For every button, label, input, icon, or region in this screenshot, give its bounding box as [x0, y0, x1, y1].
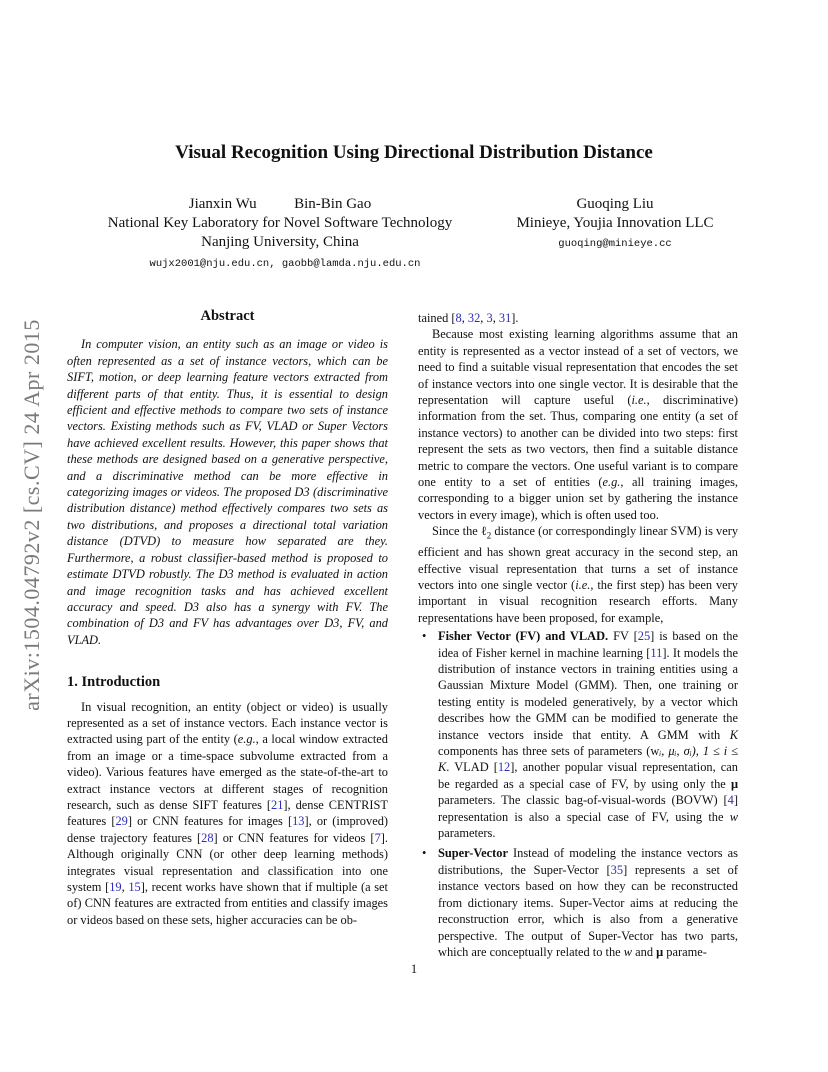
citation-link[interactable]: 35 — [610, 862, 624, 877]
author-name-right: Guoqing Liu — [576, 196, 654, 212]
email-left: wujx2001@nju.edu.cn, gaobb@lamda.nju.edu.cn — [149, 258, 421, 270]
arxiv-identifier — [2, 285, 62, 745]
citation-link[interactable]: 3 — [486, 311, 493, 325]
bullet-super-vector: • Super-Vector Instead of modeling the instance vectors as distributions, the Super-Vector [35] represents a set of instance vectors based on how they can be reconstructed from dictionary items. Super-Vector aims at reducing the reconstruction error, which is also from a generative perspective. The output of Super-Vector has two parts, which are conceptually related to the w and μ parame- — [422, 846, 738, 959]
citation-link[interactable]: 21 — [271, 797, 284, 812]
citation-link[interactable]: 25 — [637, 629, 651, 644]
citation-link[interactable]: 12 — [497, 760, 511, 775]
authors-left: Jianxin Wu Bin-Bin Gao — [188, 196, 372, 212]
author-names-left — [90, 196, 470, 213]
citation-link[interactable]: 31 — [498, 311, 512, 325]
citation-link[interactable]: 13 — [292, 814, 305, 829]
continued-paragraph: tained [8, 32, 3, 31]. — [418, 311, 519, 325]
abstract-body — [67, 336, 388, 648]
citation-link[interactable]: 19 — [109, 880, 122, 894]
citation-link[interactable]: 4 — [727, 793, 734, 808]
paragraph-l2-distance: Since the ℓ$_2$ distance (or correspondingly linear SVM) is very efficient and has shown great accuracy in the second step, an effective visual representation that turns a set of instance vectors into one single vector (i.e., the first step) has been very important in visual recognition research efforts. Many representations have been proposed, for example, — [418, 524, 739, 625]
left-column — [67, 308, 388, 928]
abstract-text: In computer vision, an entity such as an image or video is often represented as a set of instance vectors, which can be SIFT, motion, or deep learning feature vectors extracted from different parts of that entity. Thus, it is essential to design efficient and effective methods to compare two sets of instance vectors. Existing methods such as FV, VLAD or Super Vectors have achieved excellent results. However, this paper shows that these methods are designed based on a generative perspective, and a discriminative method can be more effective in categorizing images or videos. The proposed D3 (discriminative distribution distance) method effectively compares two sets as two distributions, and proposes a directional total variation distance (DTVD) to measure how separated are they. Furthermore, a robust classifier-based method is proposed to estimate DTVD robustly. The D3 method is evaluated in action and image recognition tasks and has achieved excellent accuracy and speed. D3 also has a synergy with FV. The combination of D3 and FV has advantages over D3, FV, and VLAD. — [67, 337, 388, 647]
intro-paragraph: In visual recognition, an entity (object or video) is usually represented as a set of instance vectors. Each instance vector is extracted using part of the entity (e.g., a local window extracted from an image or a time-space subvolume extracted from a video). Various features have emerged as the state-of-the-art to extract instance vectors at different stages of recognition research, such as dense SIFT features [21], dense CENTRIST features [29] or CNN features for images [13], or (improved) dense trajectory features [28] or CNN features for videos [7]. Although originally CNN (or other deep learning methods) integrates visual representation and classification into one system [19, 15], recent works have shown that if multiple (a set of) CNN features are extracted from entities and classify images or videos based on these sets, higher accuracies can be ob- — [67, 699, 389, 927]
right-column — [418, 310, 738, 960]
citation-link[interactable]: 8 — [455, 311, 462, 325]
citation-link[interactable]: 28 — [201, 830, 214, 845]
bullet-fisher-vector: • Fisher Vector (FV) and VLAD. FV [25] is based on the idea of Fisher kernel in machine learning [11]. It models the distribution of instance vectors in training entities using a Gaussian Mixture Model (GMM). Then, one training or testing entity is modeled generatively, by a vector which describes how the GMM can be modified to generate the instance vectors inside that entity. A GMM with K components has three sets of parameters (wᵢ, μᵢ, σᵢ), 1 ≤ i ≤ K. VLAD [12], another popular visual representation, can be regarded as a special case of FV, by using only the μ parameters. The classic bag-of-visual-words (BOVW) [4] representation is also a special case of FV, using the w parameters. — [422, 629, 738, 841]
bullet-icon: • — [422, 846, 427, 861]
citation-link[interactable]: 11 — [650, 645, 663, 660]
section-heading-introduction: 1. Introduction — [67, 674, 161, 691]
affiliation-left-1: National Key Laboratory for Novel Software Technology — [107, 215, 453, 231]
page-number: 1 — [410, 962, 418, 976]
arxiv-id-text: arXiv:1504.04792v2 [cs.CV] 24 Apr 2015 — [19, 319, 44, 711]
citation-link[interactable]: 7 — [374, 830, 381, 845]
citation-link[interactable]: 15 — [128, 880, 141, 894]
citation-link[interactable]: 32 — [467, 311, 481, 325]
citation-link[interactable]: 29 — [115, 814, 128, 829]
paragraph-representation: Because most existing learning algorithms assume that an entity is represented as a vector instead of a set of vectors, we need to find a suitable visual representation that encodes the set of instance vectors into one single vector. It is desirable that the representation will capture useful (i.e., discriminative) information from the set. Thus, comparing one entity (a set of instance vectors) to another can be divided into two steps: first represent the sets as two vectors, then find a suitable distance metric to compare the vectors. One useful variant is to compare one entity to a set of entities (e.g., all training images, corresponding to a bigger union set by gathering the instance vectors in every image), which is often used too. — [418, 327, 738, 522]
affiliation-left-2: Nanjing University, China — [201, 234, 359, 250]
bullet-icon: • — [422, 629, 427, 644]
abstract-heading: Abstract — [200, 308, 255, 324]
paper-title: Visual Recognition Using Directional Distribution Distance — [175, 142, 653, 163]
affiliation-right: Minieye, Youjia Innovation LLC — [516, 215, 714, 231]
email-right: guoqing@minieye.cc — [558, 238, 672, 250]
